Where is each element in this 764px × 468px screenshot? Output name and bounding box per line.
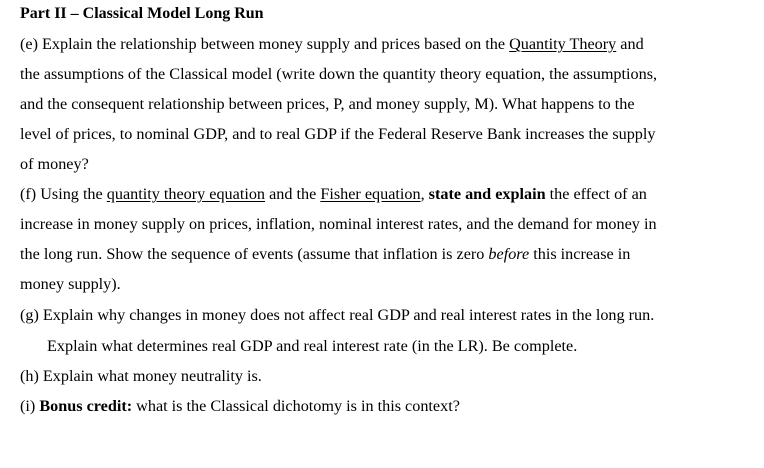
question-e-line-3: and the consequent relationship between prices, P, and money supply, M). What happens to the bbox=[20, 95, 635, 113]
question-f-text: and the bbox=[265, 185, 321, 203]
question-i-text: (i) bbox=[20, 397, 40, 415]
question-h-line-1: (h) Explain what money neutrality is. bbox=[20, 367, 262, 385]
question-e-line-4: level of prices, to nominal GDP, and to real GDP if the Federal Reserve Bank increases the supply bbox=[20, 125, 656, 143]
question-f-text: (f) Using the bbox=[20, 185, 107, 203]
question-f-text: the long run. Show the sequence of events (assume that inflation is zero bbox=[20, 245, 489, 263]
question-g-line-1: (g) Explain why changes in money does not affect real GDP and real interest rates in the long run. bbox=[20, 306, 655, 324]
question-f-line-2: increase in money supply on prices, inflation, nominal interest rates, and the demand for money in bbox=[20, 215, 657, 233]
question-e-line-1 bbox=[20, 34, 644, 54]
question-e-text: (e) Explain the relationship between money supply and prices based on the bbox=[20, 35, 510, 53]
state-and-explain-emphasis: state and explain bbox=[428, 185, 546, 203]
question-g-line-2: Explain what determines real GDP and real interest rate (in the LR). Be complete. bbox=[47, 337, 578, 355]
question-i-line-1 bbox=[20, 396, 460, 416]
fisher-equation-term: Fisher equation bbox=[320, 185, 421, 203]
question-f-line-1 bbox=[20, 184, 647, 204]
quantity-theory-equation-term: quantity theory equation bbox=[106, 185, 266, 203]
section-heading: Part II – Classical Model Long Run bbox=[20, 5, 264, 22]
quantity-theory-term: Quantity Theory bbox=[509, 35, 617, 53]
question-i-text: what is the Classical dichotomy is in this context? bbox=[132, 397, 460, 415]
before-emphasis: before bbox=[488, 245, 530, 263]
question-f-line-4: money supply). bbox=[20, 275, 121, 293]
question-e-text: and bbox=[616, 35, 644, 53]
question-e-line-5: of money? bbox=[20, 155, 89, 173]
question-e-line-2: the assumptions of the Classical model (write down the quantity theory equation, the assumptions, bbox=[20, 65, 658, 83]
bonus-credit-emphasis: Bonus credit: bbox=[39, 397, 133, 415]
question-f-text: the effect of an bbox=[545, 185, 647, 203]
question-f-text: this increase in bbox=[529, 245, 631, 263]
question-f-text: , bbox=[420, 185, 429, 203]
question-f-line-3 bbox=[20, 244, 630, 264]
